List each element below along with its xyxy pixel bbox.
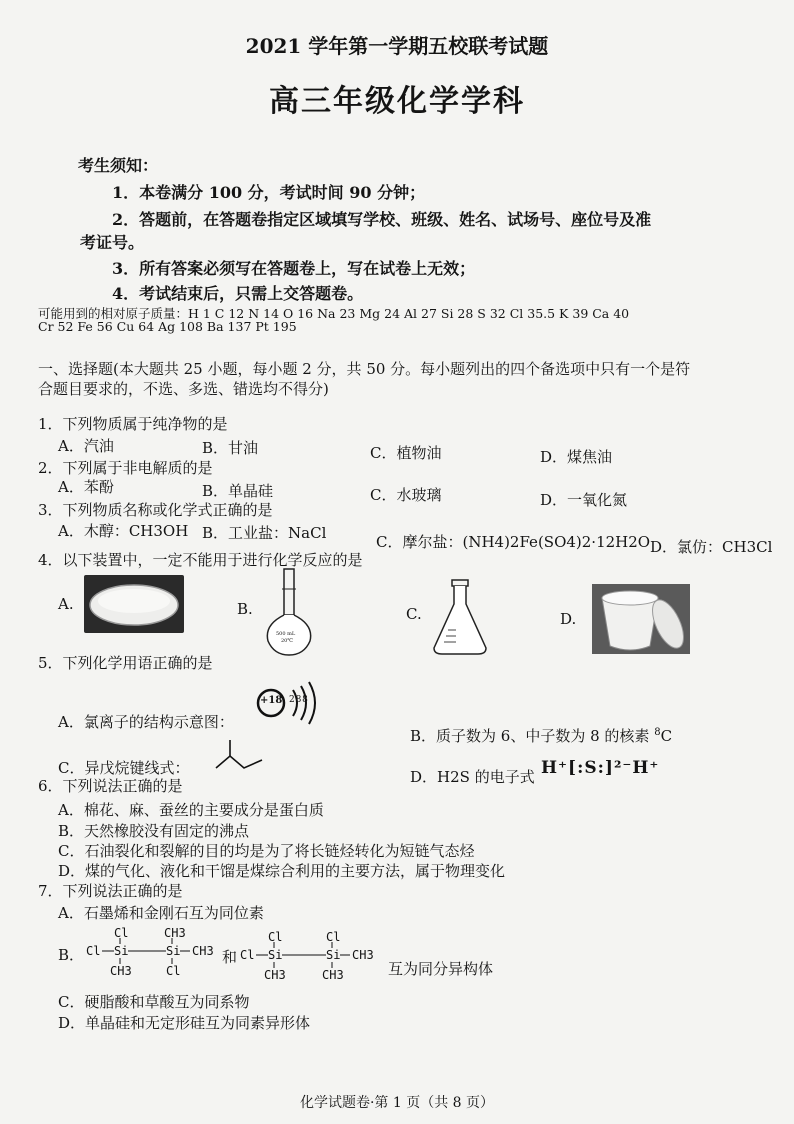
s1-ch3-top: CH3 [164, 926, 186, 940]
q2-option-d: D．一氧化氮 [540, 491, 628, 509]
q5-option-a: A．氯离子的结构示意图： [58, 713, 234, 731]
q7-option-a: A．石墨烯和金刚石互为同位素 [58, 904, 264, 922]
chloride-ion-diagram [253, 680, 323, 726]
exam-title: 2021 学年第一学期五校联考试题 [245, 34, 549, 58]
q7-option-d: D．单晶硅和无定形硅互为同素异形体 [58, 1014, 311, 1032]
q1-option-d: D．煤焦油 [540, 448, 613, 466]
isopentane-lines [200, 738, 270, 772]
q6-option-a: A．棉花、麻、蚕丝的主要成分是蛋白质 [58, 801, 324, 819]
s2-cl-left: Cl [240, 948, 255, 962]
nuclide-symbol: C [660, 727, 673, 745]
q5-option-b-text: B．质子数为 6、中子数为 8 的核素 [410, 727, 655, 745]
q5-stem: 5．下列化学用语正确的是 [38, 654, 213, 672]
isopentane-skeletal-formula [200, 738, 270, 772]
crucible-icon [592, 584, 690, 654]
q4-option-a: A. [58, 595, 74, 613]
q1-stem: 1．下列物质属于纯净物的是 [38, 415, 228, 433]
q3-option-a: A．木醇：CH3OH [58, 522, 189, 540]
q1-option-a: A．汽油 [58, 437, 114, 455]
q7-option-c: C．硬脂酸和草酸互为同系物 [58, 993, 250, 1011]
q4-option-b: B. [237, 600, 253, 618]
q7-stem: 7．下列说法正确的是 [38, 882, 183, 900]
s2-si-2: Si [326, 948, 341, 962]
q6-stem: 6．下列说法正确的是 [38, 777, 183, 795]
q3-stem: 3．下列物质名称或化学式正确的是 [38, 501, 273, 519]
erlenmeyer-flask-icon [430, 578, 490, 656]
s1-cl-top: Cl [114, 926, 129, 940]
h2s-electron-formula: H⁺[:S:]²⁻H⁺ [541, 758, 660, 778]
q4-option-d: D. [560, 610, 577, 628]
silane-structure-2 [238, 928, 398, 992]
atomic-mass-line-2: Cr 52 Fe 56 Cu 64 Ag 108 Ba 137 Pt 195 [38, 319, 297, 334]
s2-ch3-right: CH3 [352, 948, 374, 962]
q7-option-b-prefix: B． [58, 946, 85, 964]
q7-option-b-and: 和 [222, 948, 238, 966]
s1-cl-bottom: Cl [166, 964, 181, 978]
erlenmeyer-flask-figure [430, 578, 490, 656]
notice-item-2-cont: 考证号。 [80, 233, 145, 252]
notice-heading: 考生须知： [78, 156, 159, 175]
q6-option-b: B．天然橡胶没有固定的沸点 [58, 822, 250, 840]
s2-cl-top-2: Cl [326, 930, 341, 944]
s1-ch3-bottom: CH3 [110, 964, 132, 978]
section-1-intro-cont: 合题目要求的，不选、多选、错选均不得分) [38, 380, 329, 398]
page-footer: 化学试题卷·第 1 页（共 8 页） [299, 1095, 495, 1111]
s1-cl-left: Cl [86, 944, 101, 958]
q2-option-c: C．水玻璃 [370, 486, 442, 504]
q4-stem: 4．以下装置中，一定不能用于进行化学反应的是 [38, 551, 363, 569]
s1-si-1: Si [114, 944, 129, 958]
q5-option-d: D．H2S 的电子式 [410, 768, 535, 786]
s1-ch3-right: CH3 [192, 944, 214, 958]
q3-option-d: D．氯仿：CH3Cl [650, 538, 773, 556]
flask-label-temp: 20℃ [281, 638, 293, 644]
q5-option-b [410, 725, 672, 746]
q2-option-b: B．单晶硅 [202, 482, 274, 500]
q3-option-b: B．工业盐：NaCl [202, 524, 327, 542]
q2-stem: 2．下列属于非电解质的是 [38, 459, 213, 477]
notice-item-1: 1．本卷满分 100 分，考试时间 90 分钟； [112, 183, 426, 202]
q1-option-c: C．植物油 [370, 444, 442, 462]
evaporating-dish-photo [84, 575, 184, 633]
crucible-photo [592, 584, 690, 654]
silane-bonds-2 [238, 928, 398, 992]
volumetric-flask-figure [262, 567, 316, 657]
q5-option-c: C．异戊烷键线式： [58, 759, 190, 777]
atomic-mass-line-1: 可能用到的相对原子质量：H 1 C 12 N 14 O 16 Na 23 Mg 24 Al 27 Si 28 S 32 Cl 35.5 K 39 Ca 40 [38, 306, 630, 321]
notice-item-4: 4．考试结束后，只需上交答题卷。 [112, 284, 364, 303]
q7-option-b-suffix: 互为同分异构体 [388, 960, 494, 978]
silane-structure-1 [84, 924, 234, 988]
flask-label-volume: 500 mL [276, 631, 296, 637]
evaporating-dish-icon [84, 575, 184, 633]
notice-item-2: 2．答题前，在答题卷指定区域填写学校、班级、姓名、试场号、座位号及准 [112, 210, 652, 229]
subject-title: 高三年级化学学科 [269, 84, 525, 119]
s1-si-2: Si [166, 944, 181, 958]
nuclide-mass-number: 8 [654, 727, 661, 738]
ion-shell-electrons: 2 8 8 [289, 695, 307, 705]
s2-cl-top: Cl [268, 930, 283, 944]
s2-ch3-bottom-2: CH3 [322, 968, 344, 982]
q3-option-c: C．摩尔盐：(NH4)2Fe(SO4)2·12H2O [376, 533, 651, 551]
q6-option-c: C．石油裂化和裂解的目的均是为了将长链烃转化为短链气态烃 [58, 842, 475, 860]
q2-option-a: A．苯酚 [58, 478, 114, 496]
q4-option-c: C. [406, 605, 422, 623]
s2-ch3-bottom: CH3 [264, 968, 286, 982]
q1-option-b: B．甘油 [202, 439, 259, 457]
notice-item-3: 3．所有答案必须写在答题卷上，写在试卷上无效； [112, 259, 476, 278]
q6-option-d: D．煤的气化、液化和干馏是煤综合利用的主要方法，属于物理变化 [58, 862, 506, 880]
s2-si-1: Si [268, 948, 283, 962]
section-1-intro: 一、选择题(本大题共 25 小题，每小题 2 分，共 50 分。每小题列出的四个备选项中只有一个是符 [38, 360, 691, 378]
ion-nucleus-charge: +18 [260, 695, 283, 706]
